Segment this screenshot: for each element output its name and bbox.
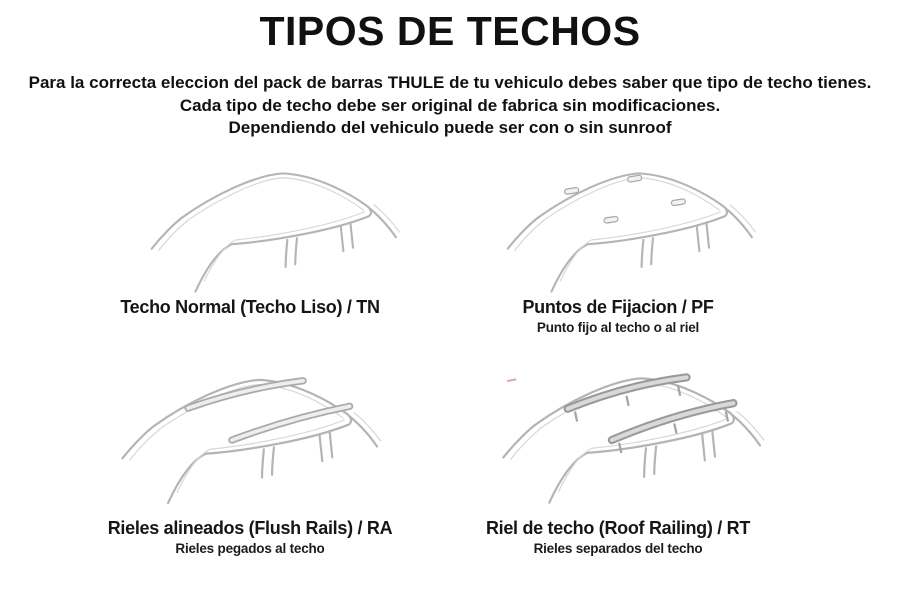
roof-type-label-pf: Puntos de Fijacion / PF (522, 297, 714, 317)
roof-illustration-flush-rails (113, 368, 391, 514)
roof-type-sublabel-ra: Rieles pegados al techo (175, 541, 325, 556)
roof-type-sublabel-pf: Punto fijo al techo o al riel (536, 320, 700, 335)
roof-type-card-tn (70, 297, 430, 320)
roof-type-card-rt (438, 518, 798, 556)
roof-type-card-ra (70, 518, 430, 556)
roof-type-sublabel-rt: Rieles separados del techo (533, 541, 703, 556)
roof-type-label-rt: Riel de techo (Roof Railing) / RT (485, 518, 751, 538)
page-title: TIPOS DE TECHOS (259, 8, 641, 54)
roof-illustration-fixpoints (497, 162, 767, 302)
roof-type-card-pf (438, 297, 798, 335)
roof-type-label-ra: Rieles alineados (Flush Rails) / RA (107, 518, 393, 538)
intro-line-2: Cada tipo de techo debe ser original de fabrica sin modificaciones. (179, 95, 721, 115)
roof-illustration-normal-roof (138, 162, 414, 302)
intro-line-3: Dependiendo del vehiculo puede ser con o sin sunroof (228, 118, 672, 137)
intro-line-1: Para la correcta eleccion del pack de barras THULE de tu vehiculo debes saber que tipo de techo tienes. (28, 73, 872, 92)
roof-illustration-roof-railing (496, 366, 772, 514)
roof-type-label-tn: Techo Normal (Techo Liso) / TN (120, 297, 380, 317)
intro-text (0, 72, 900, 140)
